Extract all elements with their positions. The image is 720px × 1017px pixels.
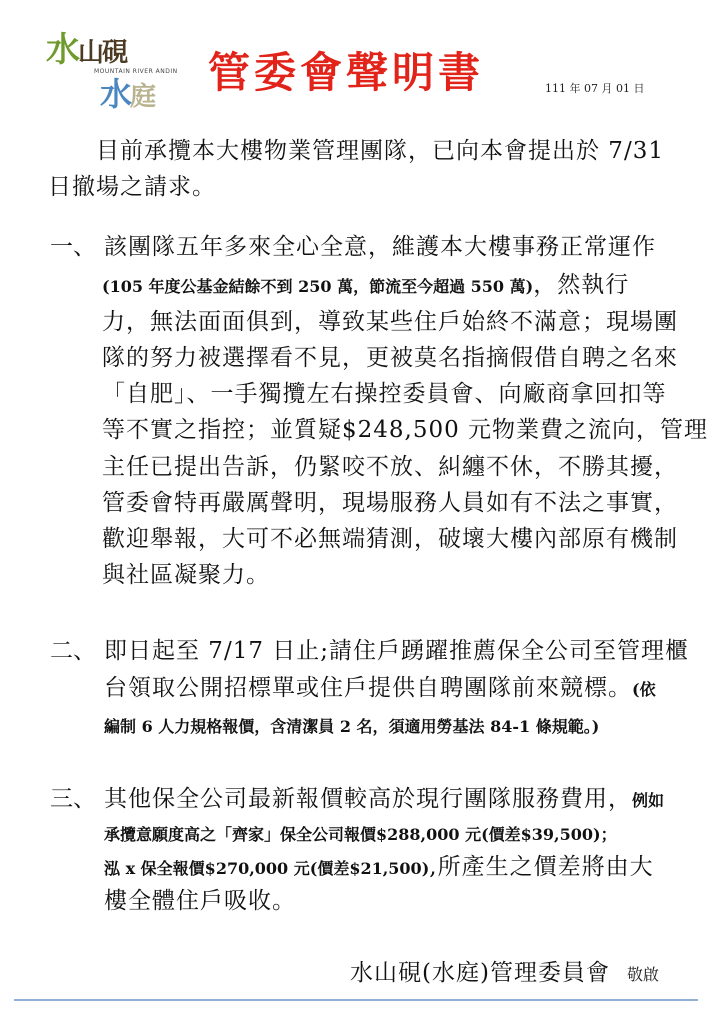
section-3-line-1-text: 其他保全公司最新報價較高於現行團隊服務費用， xyxy=(104,786,632,812)
logo-char-water: 水 xyxy=(46,30,78,70)
logo-bottom-text xyxy=(100,74,154,117)
section-1-line-6: 等不實之指控；並質疑$248,500 元物業費之流向，管理 xyxy=(102,417,709,443)
logo-char-water-2: 水 xyxy=(100,75,131,113)
section-3-line-1 xyxy=(104,784,664,816)
section-1-line-7: 主任已提出告訴，仍緊咬不放、糾纏不休，不勝其擾， xyxy=(102,454,678,480)
section-1-line-4: 隊的努力被選擇看不見，更被莫名指摘假借自聘之名來 xyxy=(102,345,678,371)
section-1-figures-note: (105 年度公基金結餘不到 250 萬，節流至今超過 550 萬) xyxy=(102,277,534,296)
section-3-line-3-rest: ,所產生之價差將由大 xyxy=(429,854,654,880)
logo-tagline: MOUNTAIN RIVER ANDIN xyxy=(94,68,178,75)
section-1-line-9: 歡迎舉報，大可不必無端猜測，破壞大樓內部原有機制 xyxy=(102,526,678,552)
section-2-staffing-note: 編制 6 人力規格報價，含清潔員 2 名，須適用勞基法 84-1 條規範。) xyxy=(104,717,600,736)
signature-closing: 敬啟 xyxy=(627,965,660,984)
section-2-line-2 xyxy=(104,673,656,705)
logo-char-mountain-inkstone: 山硯 xyxy=(78,38,127,68)
logo xyxy=(46,30,176,116)
section-1-line-10: 與社區凝聚力。 xyxy=(102,562,270,588)
section-1-line-2 xyxy=(102,270,629,302)
section-1-marker: 一、 xyxy=(50,234,96,260)
section-3-line-1-note: 例如 xyxy=(632,791,665,810)
section-2-line-2-note: (依 xyxy=(632,680,656,699)
section-2-line-3 xyxy=(104,710,599,742)
section-2-line-2-text: 台領取公開招標單或住戶提供自聘團隊前來競標。 xyxy=(104,675,632,701)
section-1-line-3: 力，無法面面俱到，導致某些住戶始終不滿意；現場團 xyxy=(102,309,678,335)
bottom-divider xyxy=(14,999,698,1001)
logo-top-text xyxy=(46,30,126,73)
logo-char-courtyard: 庭 xyxy=(130,82,155,112)
section-1-line-5: 「自肥」、一手獨攬左右操控委員會、向廠商拿回扣等 xyxy=(102,381,667,407)
section-3-quote-hong: 泓 x 保全報價$270,000 元(價差$21,500) xyxy=(104,859,430,878)
section-3-marker: 三、 xyxy=(50,786,96,812)
section-3-quote-qijia: 承攬意願度高之「齊家」保全公司報價$288,000 元(價差$39,500)； xyxy=(104,825,617,844)
section-1-line-8: 管委會特再嚴厲聲明，現場服務人員如有不法之事實， xyxy=(102,490,678,516)
section-3-line-4: 樓全體住戶吸收。 xyxy=(104,888,296,914)
document-date: 111 年 07 月 01 日 xyxy=(545,82,645,95)
section-1-line-1: 該團隊五年多來全心全意，維護本大樓事務正常運作 xyxy=(104,234,656,260)
section-3-line-2 xyxy=(104,818,617,850)
intro-line-2: 日撤場之請求。 xyxy=(48,174,216,200)
document-title: 管委會聲明書 xyxy=(208,48,485,97)
section-2-marker: 二、 xyxy=(50,638,96,664)
section-3-line-3 xyxy=(104,852,654,884)
signature-org: 水山硯(水庭)管理委員會 xyxy=(350,960,610,986)
intro-line-1: 目前承攬本大樓物業管理團隊，已向本會提出於 7/31 xyxy=(48,138,664,164)
section-1-line-2-rest: ，然執行 xyxy=(533,272,630,298)
section-2-line-1: 即日起至 7/17 日止;請住戶踴躍推薦保全公司至管理櫃 xyxy=(104,638,690,664)
